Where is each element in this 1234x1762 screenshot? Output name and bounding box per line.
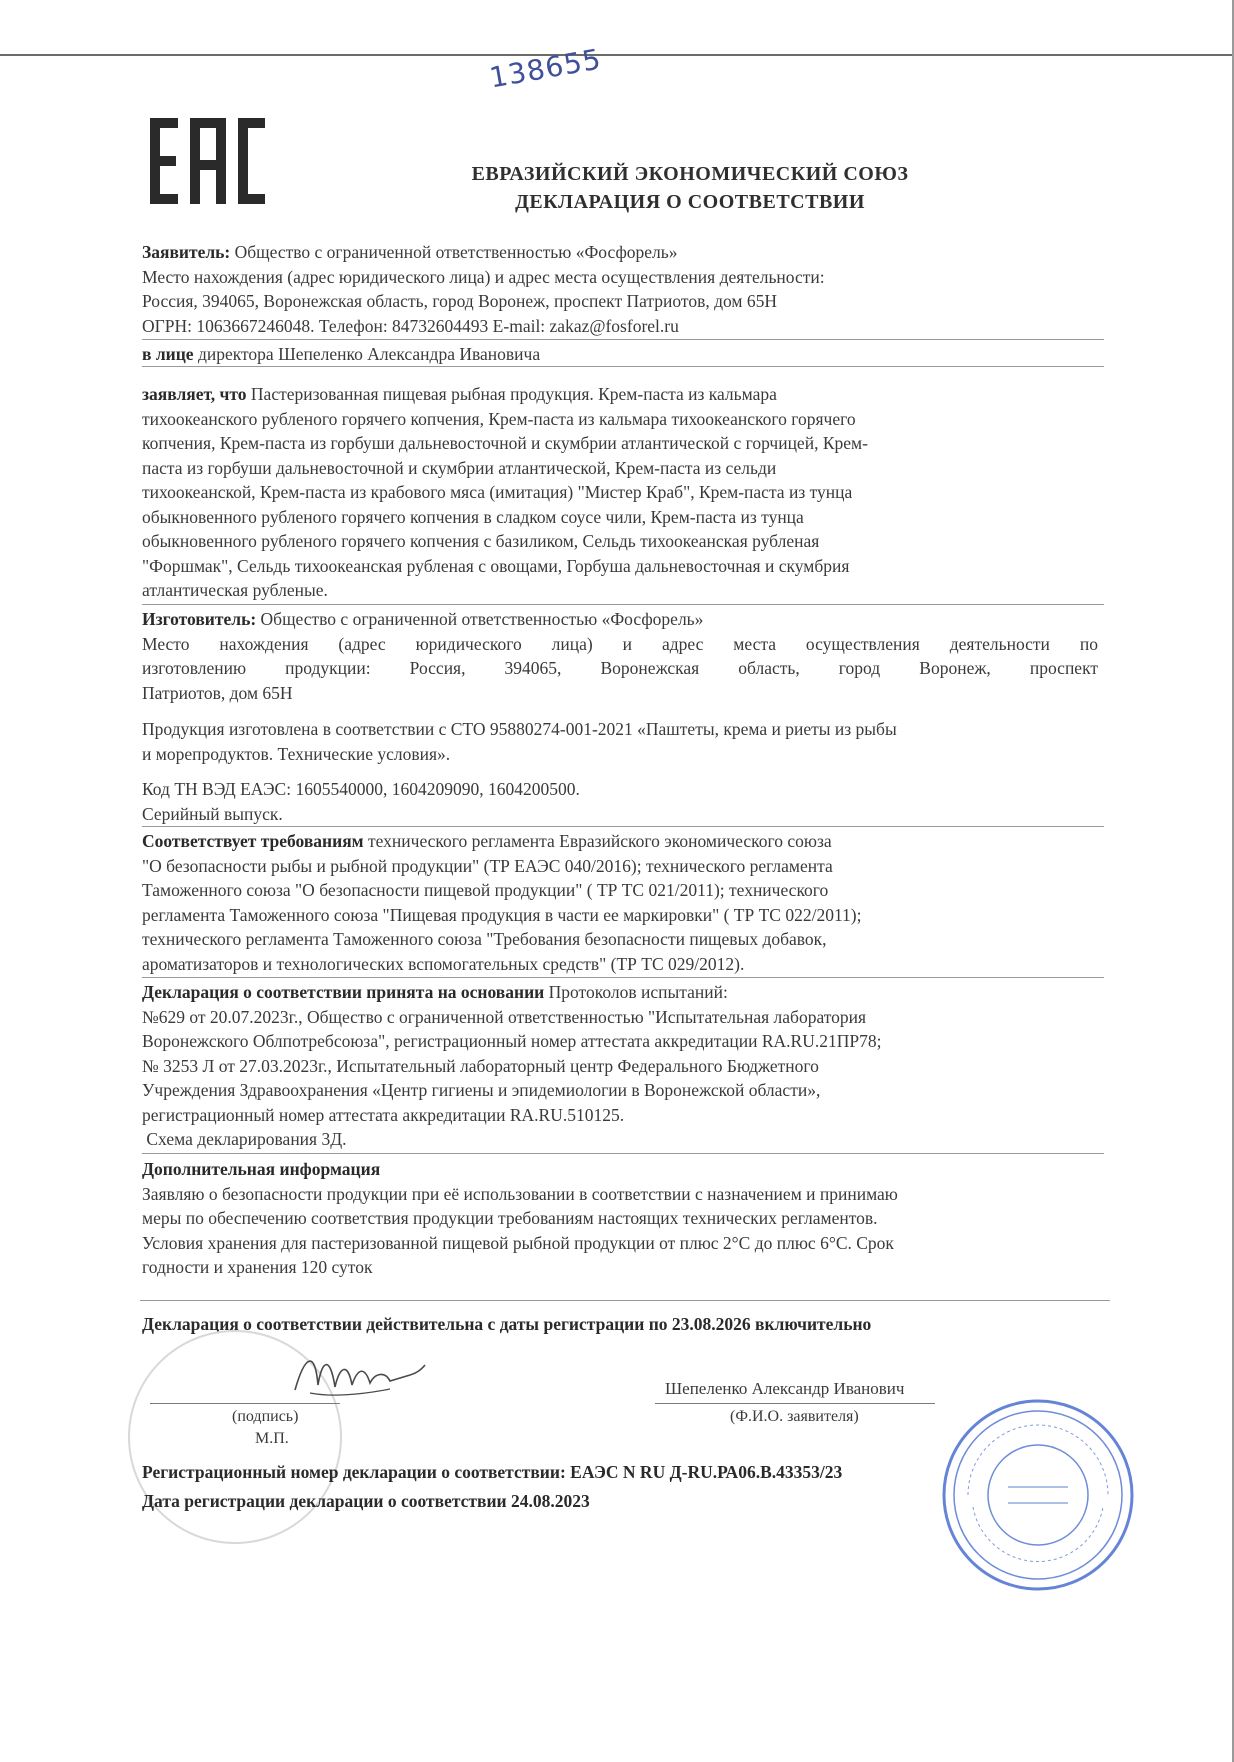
name-caption: (Ф.И.О. заявителя): [730, 1408, 859, 1425]
standard-block: [142, 717, 1104, 766]
manufacturer-line: Патриотов, дом 65Н: [142, 682, 293, 703]
codes-block: [142, 777, 580, 826]
signature-caption: (подпись): [232, 1408, 299, 1425]
applicant-address: Россия, 394065, Воронежская область, город Воронеж, проспект Патриотов, дом 65Н: [142, 291, 778, 311]
compliance-line: технического регламента Таможенного союза "Требования безопасности пищевых добавок,: [142, 929, 827, 949]
additional-line: годности и хранения 120 суток: [142, 1257, 373, 1277]
additional-line: меры по обеспечению соответствия продукции требованиям настоящих технических регламентов.: [142, 1208, 878, 1228]
divider: [142, 604, 1104, 605]
applicant-signatory-name: Шепеленко Александр Иванович: [665, 1379, 905, 1398]
applicant-name: Общество с ограниченной ответственностью «Фосфорель»: [234, 242, 678, 262]
serial-release: Серийный выпуск.: [142, 803, 283, 824]
representative-text: директора Шепеленко Александра Ивановича: [197, 344, 541, 364]
representative-line: [142, 342, 540, 367]
basis-line: Учреждения Здравоохранения «Центр гигиены и эпидемиологии в Воронежской области»,: [142, 1080, 821, 1100]
applicant-contacts: ОГРН: 1063667246048. Телефон: 84732604493 E-mail: zakaz@fosforel.ru: [142, 315, 679, 336]
tn-ved-codes: Код ТН ВЭД ЕАЭС: 1605540000, 1604209090, 1604200500.: [142, 779, 580, 799]
declaration-title: ДЕКЛАРАЦИЯ О СООТВЕТСТВИИ: [515, 191, 865, 213]
registration-date: Дата регистрации декларации о соответствии 24.08.2023: [142, 1491, 590, 1511]
divider: [142, 1153, 1104, 1154]
additional-title: Дополнительная информация: [142, 1159, 381, 1179]
declares-line: "Форшмак", Сельдь тихоокеанская рубленая с овощами, Горбуша дальневосточная и скумбрия: [142, 555, 850, 576]
basis-label: Декларация о соответствии принята на основании: [142, 982, 545, 1002]
representative-label: в лице: [142, 344, 194, 364]
basis-line: регистрационный номер аттестата аккредитации RA.RU.510125.: [142, 1104, 625, 1125]
eac-logo: [150, 118, 265, 204]
declares-line: обыкновенного рубленого горячего копчения в сладком соусе чили, Крем-паста из тунца: [142, 506, 804, 527]
divider: [142, 339, 1104, 340]
basis-line: № 3253 Л от 27.03.2023г., Испытательный лабораторный центр Федерального Бюджетного: [142, 1055, 819, 1076]
declares-block: [142, 382, 1104, 603]
declares-line: тихоокеанской, Крем-паста из крабового мяса (имитация) "Мистер Краб", Крем-паста из тунца: [142, 482, 853, 502]
applicant-address-label: Место нахождения (адрес юридического лица) и адрес места осуществления деятельности:: [142, 266, 825, 287]
additional-line: Заявляю о безопасности продукции при её использовании в соответствии с назначением и принимаю: [142, 1183, 898, 1204]
validity-line: Декларация о соответствии действительна с даты регистрации по 23.08.2026 включительно: [142, 1314, 872, 1334]
manufacturer-block: [142, 607, 1098, 705]
declares-label: заявляет, что: [142, 384, 247, 404]
compliance-block: [142, 829, 1104, 976]
compliance-line: регламента Таможенного союза "Пищевая продукция в части ее маркировки" ( ТР ТС 022/2011);: [142, 904, 862, 925]
basis-line: Протоколов испытаний:: [548, 982, 728, 1002]
declares-line: паста из горбуши дальневосточной и скумбрии атлантической, Крем-паста из сельди: [142, 457, 777, 478]
applicant-label: Заявитель:: [142, 242, 231, 262]
registration-number: Регистрационный номер декларации о соответствии: ЕАЭС N RU Д-RU.РА06.В.43353/23: [142, 1462, 843, 1482]
compliance-line: Таможенного союза "О безопасности пищевой продукции" ( ТР ТС 021/2011); технического: [142, 880, 829, 900]
standard-line: Продукция изготовлена в соответствии с СТО 95880274-001-2021 «Паштеты, крема и риеты из рыбы: [142, 719, 897, 739]
divider: [140, 1300, 1110, 1301]
declares-line: тихоокеанского рубленого горячего копчения, Крем-паста из кальмара тихоокеанского горячего: [142, 408, 856, 429]
declares-line: атлантическая рубленые.: [142, 580, 328, 600]
manufacturer-label: Изготовитель:: [142, 609, 257, 629]
applicant-block: [142, 240, 825, 338]
standard-line: и морепродуктов. Технические условия».: [142, 743, 451, 764]
compliance-line: технического регламента Евразийского экономического союза: [367, 831, 832, 851]
basis-line: Воронежского Облпотребсоюза", регистрационный номер аттестата аккредитации RA.RU.21ПР78;: [142, 1031, 882, 1051]
basis-block: [142, 980, 1104, 1152]
signature-line: [150, 1403, 340, 1404]
signature-scribble-icon: [290, 1345, 430, 1405]
declaration-scheme: Схема декларирования 3Д.: [142, 1129, 347, 1149]
stamp-caption: М.П.: [255, 1430, 289, 1447]
additional-line: Условия хранения для пастеризованной пищевой рыбной продукции от плюс 2°С до плюс 6°С. Срок: [142, 1232, 894, 1253]
manufacturer-name: Общество с ограниченной ответственностью «Фосфорель»: [260, 609, 704, 629]
divider: [142, 977, 1104, 978]
divider: [142, 826, 1104, 827]
compliance-label: Соответствует требованиям: [142, 831, 364, 851]
additional-block: [142, 1157, 1104, 1280]
union-title: ЕВРАЗИЙСКИЙ ЭКОНОМИЧЕСКИЙ СОЮЗ: [471, 163, 909, 185]
declares-line: обыкновенного рубленого горячего копчения с базиликом, Сельдь тихоокеанская рубленая: [142, 531, 820, 551]
basis-line: №629 от 20.07.2023г., Общество с ограниченной ответственностью "Испытательная лаборатория: [142, 1006, 867, 1027]
divider: [142, 366, 1104, 367]
compliance-line: "О безопасности рыбы и рыбной продукции" (ТР ЕАЭС 040/2016); технического регламента: [142, 855, 833, 876]
handwritten-number: 138655: [487, 42, 604, 95]
manufacturer-line: изготовлению продукции: Россия, 394065, Воронежская область, город Воронеж, проспект: [142, 658, 1098, 678]
manufacturer-line: Место нахождения (адрес юридического лица) и адрес места осуществления деятельности по: [142, 633, 1098, 654]
top-border-line: [0, 54, 1234, 56]
compliance-line: ароматизаторов и технологических вспомогательных средств" (ТР ТС 029/2012).: [142, 953, 745, 974]
name-line: [655, 1403, 935, 1404]
company-seal-icon: [938, 1395, 1138, 1595]
document-header: [380, 160, 1000, 216]
declares-line: копчения, Крем-паста из горбуши дальневосточной и скумбрии атлантической с горчицей, Крем-: [142, 433, 868, 453]
declares-line: Пастеризованная пищевая рыбная продукция. Крем-паста из кальмара: [250, 384, 777, 404]
